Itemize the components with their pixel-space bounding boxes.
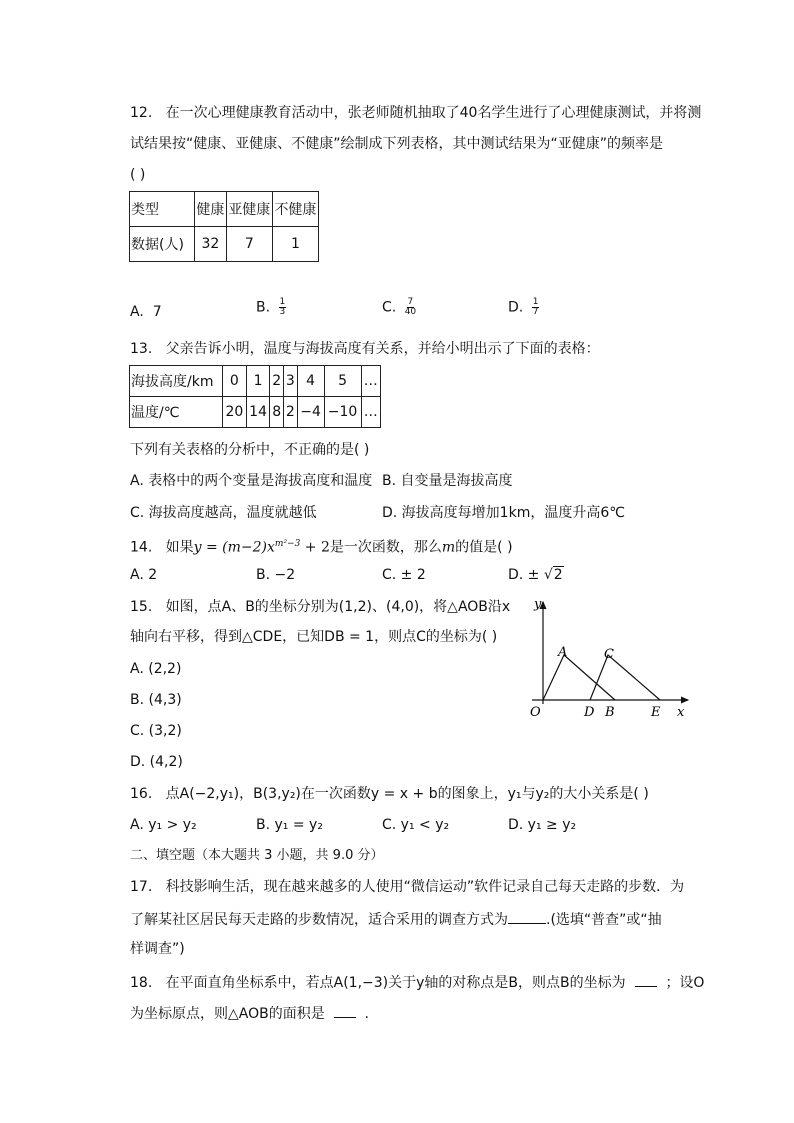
q12-line1 [130,104,701,122]
section-heading: 二、填空题（本大题共 3 小题，共 9.0 分） [130,848,384,863]
q17-line3: 样调查”) [130,941,185,957]
q16-option-a[interactable]: A. y₁ > y₂ [130,817,197,833]
q12-option-b[interactable]: B. $\frac{1}{3}$ [256,297,286,317]
table-cell: 类型 [130,192,195,227]
q17-text-1: 科技影响生活，现在越来越多的人使用“微信运动”软件记录自己每天走路的步数．为 [165,879,685,895]
table-row [130,192,319,227]
q12-line2: 试结果按“健康、亚健康、不健康”绘制成下列表格，其中测试结果为“亚健康”的频率是 [130,136,664,152]
q15-number: 15. [130,599,153,615]
q15-option-a[interactable]: A. (2,2) [130,661,182,677]
label-y: y [534,597,542,612]
q18-answer-blank-1[interactable] [635,972,657,987]
q12-option-a[interactable]: A. 7 [130,304,162,320]
q18-line2: 为坐标原点，则△AOB的面积是 . [130,1003,369,1023]
q16-text-1: 点A(−2,y₁)，B(3,y₂)在一次函数y = x + b的图象上，y₁与y₂的大小关系是( ) [165,786,649,802]
q15-text-1: 如图，点A、B的坐标分别为(1,2)、(4,0)，将△AOB沿x [165,599,511,615]
table-cell: 海拔高度/km [130,366,223,397]
table-cell: 健康 [195,192,227,227]
table-row [130,397,381,428]
table-cell: 不健康 [272,192,318,227]
table-cell: 20 [223,397,247,428]
table-cell: 温度/℃ [130,397,223,428]
q16-option-d[interactable]: D. y₁ ≥ y₂ [508,817,577,833]
label-a: A [558,645,568,660]
q15-figure [510,592,700,727]
q16-option-b[interactable]: B. y₁ = y₂ [256,817,323,833]
q14-option-d[interactable]: D. ± √2 [508,567,563,583]
table-cell: 32 [195,227,227,262]
fraction: $\frac{1}{7}$ [532,297,539,317]
table-cell: 1 [246,366,270,397]
q12-option-c[interactable]: C. $\frac{7}{40}$ [382,297,417,317]
fraction: $\frac{7}{40}$ [404,297,417,317]
q15-line1 [130,598,510,616]
q12-option-d[interactable]: D. $\frac{1}{7}$ [508,297,539,317]
triangle-cde [590,655,660,700]
q14-number: 14. [130,539,153,556]
q14-expression: y = (m−2)x [193,539,275,556]
table-cell: 8 [270,397,284,428]
table-cell: 数据(人) [130,227,195,262]
q15-option-d[interactable]: D. (4,2) [130,754,183,770]
q12-text-1: 在一次心理健康教育活动中，张老师随机抽取了40名学生进行了心理健康测试，并将测 [165,105,702,121]
q13-option-d[interactable]: D. 海拔高度每增加1km，温度升高6℃ [382,505,625,521]
label-o: O [530,705,541,720]
q17-answer-blank[interactable] [508,909,546,924]
table-cell: 2 [284,397,298,428]
q12-number: 12. [130,105,153,121]
label-c: C [604,647,614,662]
sqrt-icon: √ [543,567,553,583]
q17-line1 [130,878,684,896]
q16-option-c[interactable]: C. y₁ < y₂ [382,817,450,833]
q13-line1 [130,340,600,358]
q12-line3: ( ) [130,167,146,183]
table-cell: 7 [226,227,272,262]
q18-line1: 18. 在平面直角坐标系中，若点A(1,−3)关于y轴的对称点是B，则点B的坐标为 ；设O [130,972,704,992]
table-cell: 14 [246,397,270,428]
table-cell: 0 [223,366,247,397]
q15-option-b[interactable]: B. (4,3) [130,692,182,708]
fraction: $\frac{1}{3}$ [279,297,286,317]
table-cell: … [361,397,380,428]
q15-option-c[interactable]: C. (3,2) [130,723,182,739]
q14-option-c[interactable]: C. ± 2 [382,567,426,583]
q15-line2: 轴向右平移，得到△CDE，已知DB = 1，则点C的坐标为( ) [130,629,498,645]
q13-option-a[interactable]: A. 表格中的两个变量是海拔高度和温度 [130,473,373,489]
q17-line2: 了解某社区居民每天走路的步数情况，适合采用的调查方式为 .(选填“普查”或“抽 [130,909,662,929]
q13-line2: 下列有关表格的分析中，不正确的是( ) [130,442,370,458]
q14-line1: 14. 如果$y = (m-2)x^{m^2-3} + 2$是一次函数，那么m的值是( ) [130,539,513,556]
q17-number: 17. [130,879,153,895]
table-cell: 4 [297,366,324,397]
q14-option-b[interactable]: B. −2 [256,567,296,583]
q18-answer-blank-2[interactable] [334,1003,356,1018]
table-cell: 1 [272,227,318,262]
table-cell: −4 [297,397,324,428]
label-x: x [677,705,685,720]
table-cell: 亚健康 [226,192,272,227]
q18-number: 18. [130,975,153,991]
q16-number: 16. [130,786,153,802]
label-b: B [605,705,615,720]
q13-table [129,365,381,428]
table-cell: −10 [324,397,361,428]
q13-text-1: 父亲告诉小明，温度与海拔高度有关系，并给小明出示了下面的表格： [165,341,600,357]
label-d: D [584,705,595,720]
table-cell: 2 [270,366,284,397]
table-cell: … [361,366,380,397]
q16-line1 [130,785,649,803]
table-cell: 3 [284,366,298,397]
q13-option-b[interactable]: B. 自变量是海拔高度 [382,473,513,489]
q13-number: 13. [130,341,153,357]
label-e: E [651,705,661,720]
table-cell: 5 [324,366,361,397]
table-row [130,227,319,262]
table-row [130,366,381,397]
q14-exponent: m²−3 [274,539,301,549]
q12-table [129,191,319,262]
q14-option-a[interactable]: A. 2 [130,567,158,583]
q13-option-c[interactable]: C. 海拔高度越高，温度就越低 [130,505,317,521]
